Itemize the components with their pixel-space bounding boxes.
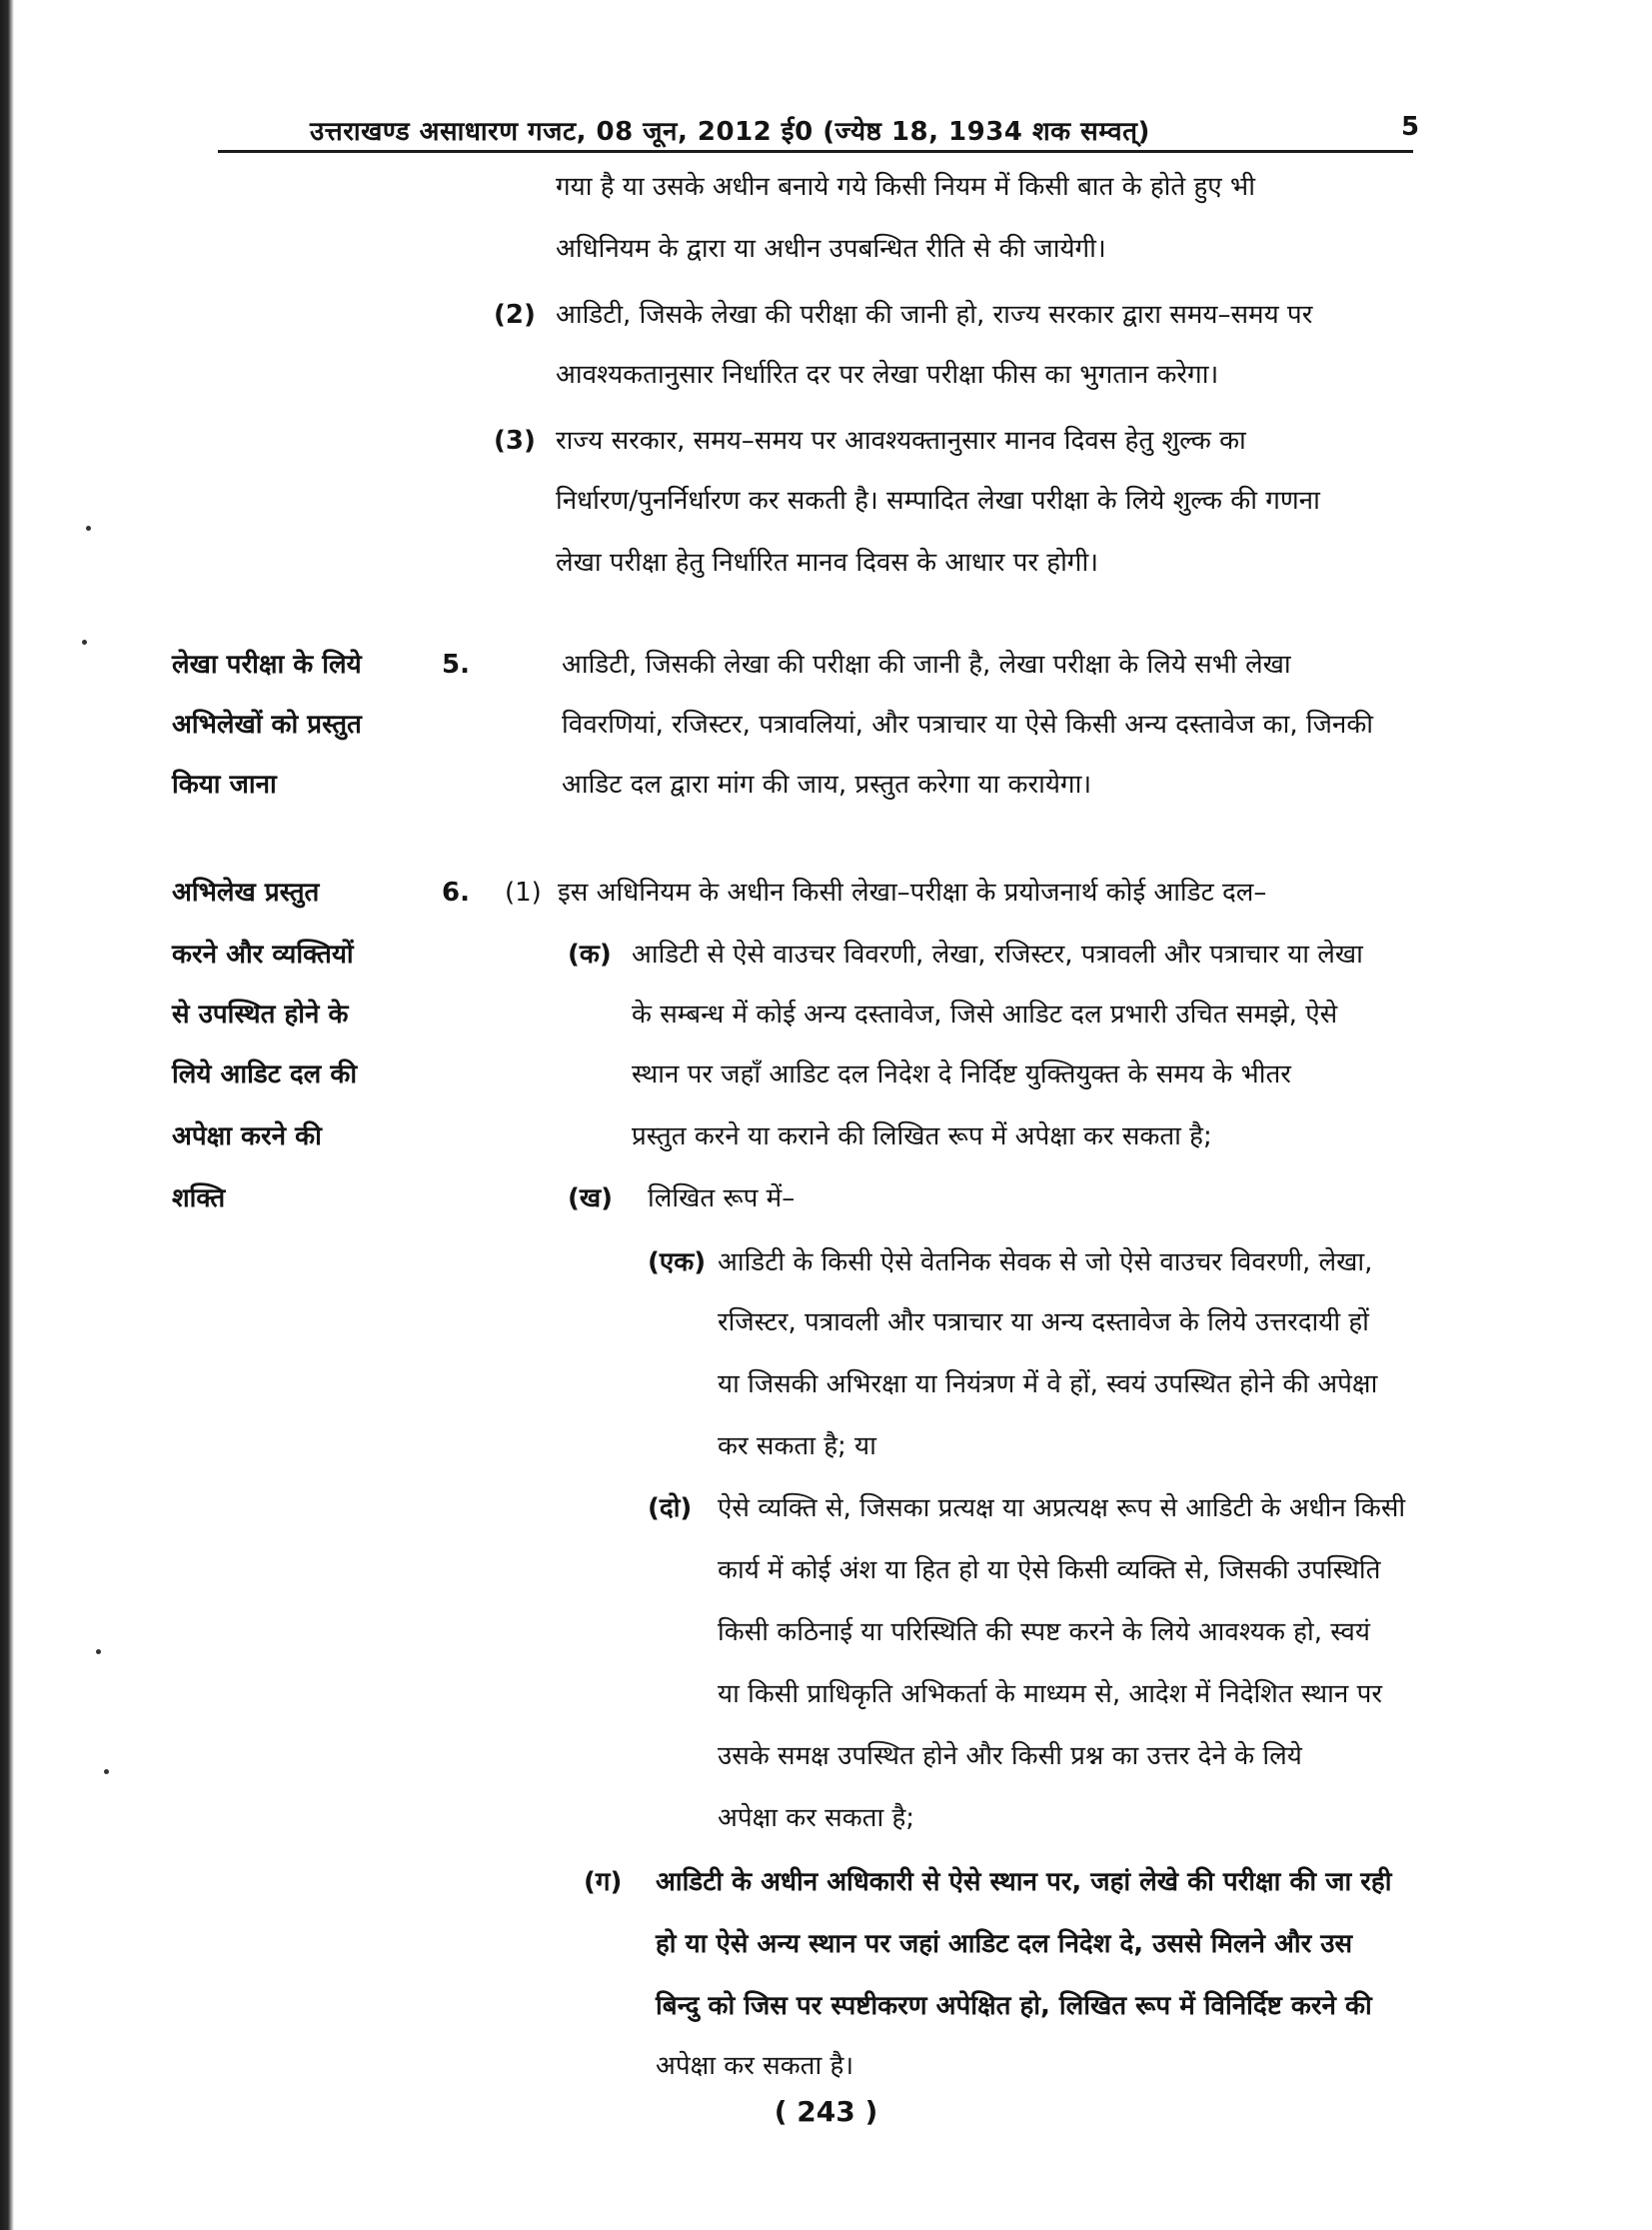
section5-heading-line-2: अभिलेखों को प्रस्तुत (172, 710, 362, 740)
clause-ka-line-1: आडिटी से ऐसे वाउचर विवरणी, लेखा, रजिस्टर, पत्रावली और पत्राचार या लेखा (632, 940, 1363, 970)
section5-line-2: विवरणियां, रजिस्टर, पत्रावलियां, और पत्राचार या ऐसे किसी अन्य दस्तावेज का, जिनकी (562, 710, 1374, 740)
section5-line-3: आडिट दल द्वारा मांग की जाय, प्रस्तुत करेगा या करायेगा। (562, 770, 1092, 800)
clause-ga-line-2: हो या ऐसे अन्य स्थान पर जहां आडिट दल निदेश दे, उससे मिलने और उस (656, 1929, 1353, 1959)
section6-heading-line-2: करने और व्यक्तियों (172, 940, 354, 970)
item-do-line-4: या किसी प्राधिकृति अभिकर्ता के माध्यम से, आदेश में निदेशित स्थान पर (718, 1679, 1382, 1709)
header-rule (218, 150, 1413, 153)
item-ek-line-3: या जिसकी अभिरक्षा या नियंत्रण में वे हों, स्वयं उपस्थित होने की अपेक्षा (718, 1369, 1378, 1399)
clause-ga-line-1: आडिटी के अधीन अधिकारी से ऐसे स्थान पर, जहां लेखे की परीक्षा की जा रही (656, 1867, 1392, 1897)
section6-heading-line-5: अपेक्षा करने की (172, 1121, 322, 1151)
sub-marker-3: (3) (494, 426, 536, 456)
scan-edge (0, 0, 14, 2230)
section6-heading-line-3: से उपस्थित होने के (172, 1000, 349, 1030)
section6-heading-line-6: शक्ति (172, 1183, 226, 1213)
scan-speck (86, 526, 91, 531)
section5-number: 5. (442, 650, 470, 680)
sub2-line-1: आडिटी, जिसके लेखा की परीक्षा की जानी हो, राज्य सरकार द्वारा समय–समय पर (556, 300, 1313, 330)
clause-ga-line-4: अपेक्षा कर सकता है। (656, 2051, 854, 2081)
clause-ka-line-2: के सम्बन्ध में कोई अन्य दस्तावेज, जिसे आडिट दल प्रभारी उचित समझे, ऐसे (632, 1000, 1338, 1030)
clause-ka-line-3: स्थान पर जहाँ आडिट दल निदेश दे निर्दिष्ट युक्तियुक्त के समय के भीतर (632, 1060, 1291, 1090)
section6-intro: इस अधिनियम के अधीन किसी लेखा–परीक्षा के प्रयोजनार्थ कोई आडिट दल– (558, 878, 1267, 908)
item-do-line-1: ऐसे व्यक्ति से, जिसका प्रत्यक्ष या अप्रत्यक्ष रूप से आडिटी के अधीन किसी (718, 1493, 1406, 1523)
item-do-line-5: उसके समक्ष उपस्थित होने और किसी प्रश्न का उत्तर देने के लिये (718, 1741, 1302, 1771)
section5-heading-line-3: किया जाना (172, 770, 277, 800)
sub2-line-2: आवश्यकतानुसार निर्धारित दर पर लेखा परीक्षा फीस का भुगतान करेगा। (556, 360, 1219, 390)
clause-ga-line-3: बिन्दु को जिस पर स्पष्टीकरण अपेक्षित हो, लिखित रूप में विनिर्दिष्ट करने की (656, 1991, 1372, 2021)
item-ek-marker: (एक) (648, 1247, 707, 1277)
page-number: 5 (1401, 112, 1420, 142)
section5-line-1: आडिटी, जिसकी लेखा की परीक्षा की जानी है, लेखा परीक्षा के लिये सभी लेखा (562, 650, 1291, 680)
section5-heading-line-1: लेखा परीक्षा के लिये (172, 650, 362, 680)
item-ek-line-4: कर सकता है; या (718, 1431, 876, 1461)
sub-marker-2: (2) (494, 300, 536, 330)
section6-sub-marker: (1) (505, 878, 542, 908)
page-footer: ( 243 ) (774, 2095, 878, 2128)
clause-ga-marker: (ग) (584, 1867, 623, 1897)
item-do-line-2: कार्य में कोई अंश या हित हो या ऐसे किसी व्यक्ति से, जिसकी उपस्थिति (718, 1555, 1381, 1585)
sub3-line-2: निर्धारण/पुनर्निर्धारण कर सकती है। सम्पादित लेखा परीक्षा के लिये शुल्क की गणना (556, 486, 1320, 516)
scan-speck (96, 1649, 101, 1654)
clause-kha-marker: (ख) (568, 1183, 614, 1213)
clause-ka-marker: (क) (568, 940, 612, 970)
continuation-line-1: गया है या उसके अधीन बनाये गये किसी नियम में किसी बात के होते हुए भी (556, 172, 1255, 202)
gazette-header: उत्तराखण्ड असाधारण गजट, 08 जून, 2012 ई0 (ज्येष्ठ 18, 1934 शक सम्वत्) (310, 117, 1150, 147)
section6-heading-line-4: लिये आडिट दल की (172, 1060, 358, 1090)
section6-number: 6. (442, 878, 470, 908)
item-ek-line-1: आडिटी के किसी ऐसे वेतनिक सेवक से जो ऐसे वाउचर विवरणी, लेखा, (718, 1247, 1373, 1277)
clause-kha-text: लिखित रूप में– (648, 1183, 796, 1213)
item-do-line-3: किसी कठिनाई या परिस्थिति की स्पष्ट करने के लिये आवश्यक हो, स्वयं (718, 1617, 1370, 1647)
item-ek-line-2: रजिस्टर, पत्रावली और पत्राचार या अन्य दस्तावेज के लिये उत्तरदायी हों (718, 1307, 1369, 1337)
section6-heading-line-1: अभिलेख प्रस्तुत (172, 878, 320, 908)
sub3-line-3: लेखा परीक्षा हेतु निर्धारित मानव दिवस के आधार पर होगी। (556, 548, 1099, 578)
item-do-line-6: अपेक्षा कर सकता है; (718, 1803, 915, 1833)
scan-speck (104, 1769, 109, 1774)
sub3-line-1: राज्य सरकार, समय–समय पर आवश्यक्तानुसार मानव दिवस हेतु शुल्क का (556, 426, 1246, 456)
item-do-marker: (दो) (648, 1493, 693, 1523)
clause-ka-line-4: प्रस्तुत करने या कराने की लिखित रूप में अपेक्षा कर सकता है; (632, 1121, 1212, 1151)
continuation-line-2: अधिनियम के द्वारा या अधीन उपबन्धित रीति से की जायेगी। (556, 234, 1106, 264)
scan-speck (82, 640, 87, 645)
